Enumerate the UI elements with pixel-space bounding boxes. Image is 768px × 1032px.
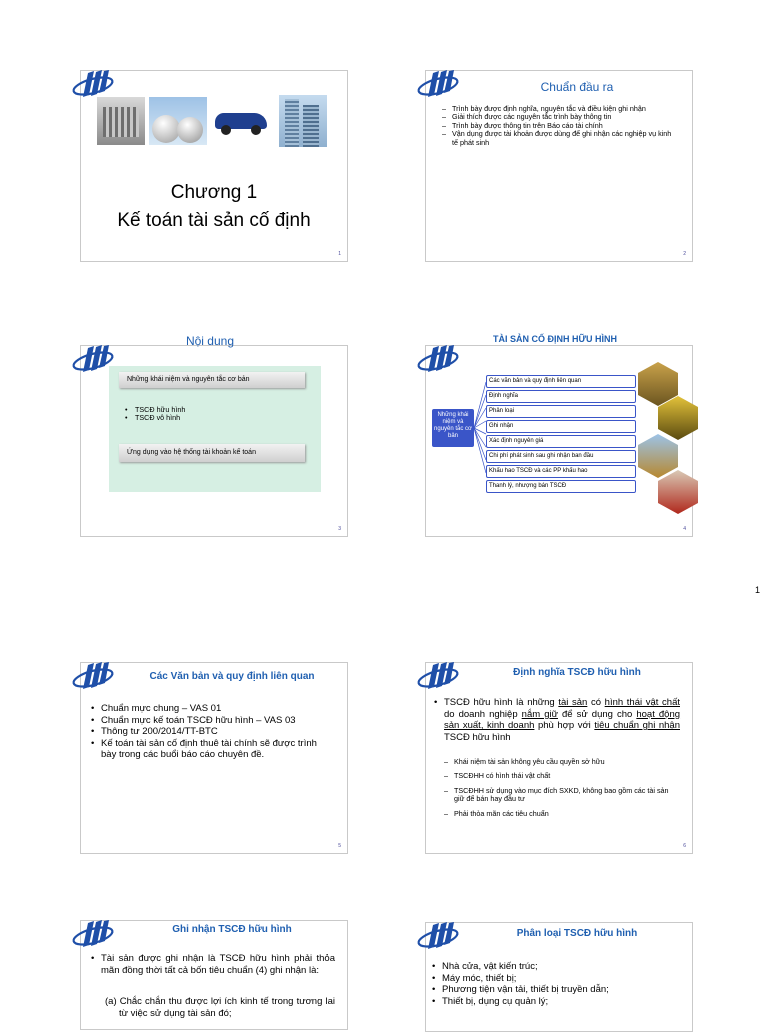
slide-title: Chuẩn đầu ra xyxy=(540,80,614,94)
list-item: • Nhà cửa, vật kiến trúc; xyxy=(432,961,682,973)
page-number: 1 xyxy=(754,585,760,595)
list-item: • Phương tiện vận tải, thiết bị truyền dẫn; xyxy=(432,984,682,996)
slide-number: 5 xyxy=(338,843,341,849)
car-photo xyxy=(213,101,269,143)
topic-item: Chi phí phát sinh sau ghi nhận ban đầu xyxy=(486,450,636,463)
slide-title: Các Văn bản và quy định liên quan xyxy=(149,671,315,682)
slide-number: 2 xyxy=(683,251,686,257)
university-logo-icon xyxy=(416,69,462,99)
slide-7 xyxy=(80,920,348,1030)
definition-notes xyxy=(444,758,678,818)
list-item: • Tài sản được ghi nhận là TSCĐ hữu hình phải thỏa mãn đồng thời tất cả bốn tiêu chuẩn (4) ghi nhận là: xyxy=(91,953,335,976)
university-logo-icon xyxy=(71,919,117,949)
topic-item: Ghi nhận xyxy=(486,420,636,433)
slide-title: Ghi nhận TSCĐ hữu hình xyxy=(172,924,292,935)
list-item: • Chuẩn mực kế toán TSCĐ hữu hình – VAS 03 xyxy=(91,715,333,727)
topic-item: Khấu hao TSCĐ và các PP khấu hao xyxy=(486,465,636,478)
university-logo-icon xyxy=(416,344,462,374)
topic-item: Xác định nguyên giá xyxy=(486,435,636,448)
slide-title: TÀI SẢN CỐ ĐỊNH HỮU HÌNH xyxy=(493,334,617,344)
list-item: • TSCĐ hữu hình xyxy=(125,406,185,414)
topic-item: Phân loại xyxy=(486,405,636,418)
list-item: – Khái niệm tài sản không yêu cầu quyền sở hữu xyxy=(444,758,678,766)
list-item: – TSCĐHH có hình thái vật chất xyxy=(444,772,678,780)
list-item: • Thông tư 200/2014/TT-BTC xyxy=(91,726,333,738)
list-item: – Giải thích được các nguyên tắc trình bày thông tin xyxy=(442,113,672,121)
slide-title: Phân loại TSCĐ hữu hình xyxy=(516,928,638,939)
list-item: • Chuẩn mực chung – VAS 01 xyxy=(91,703,333,715)
content-panel xyxy=(109,366,321,492)
definition-list xyxy=(434,697,680,743)
recognition-list xyxy=(91,953,335,976)
slide-8 xyxy=(425,922,693,1032)
slide-number: 1 xyxy=(338,251,341,257)
list-item: – Trình bày được thông tin trên Báo cáo tài chính xyxy=(442,122,672,130)
university-logo-icon xyxy=(416,921,462,951)
slide-title: Nội dung xyxy=(185,334,235,348)
slide-number: 6 xyxy=(683,843,686,849)
building-photo xyxy=(279,95,327,147)
list-item: • Máy móc, thiết bị; xyxy=(432,973,682,985)
center-node: Những khái niệm và nguyên tắc cơ bản xyxy=(432,409,474,447)
topic-list xyxy=(486,375,636,495)
regulations-list xyxy=(91,703,333,761)
slide-number: 4 xyxy=(683,526,686,532)
slide-number: 3 xyxy=(338,526,341,532)
criterion-a: (a) Chắc chắn thu được lợi ích kinh tế trong tương lai từ việc sử dụng tài sản đó; xyxy=(105,996,335,1019)
topic-item: Định nghĩa xyxy=(486,390,636,403)
excavator-photo-hex xyxy=(638,434,678,478)
university-logo-icon xyxy=(416,661,462,691)
university-logo-icon xyxy=(71,661,117,691)
slide-4 xyxy=(425,334,693,537)
tractor-photo-hex xyxy=(658,470,698,514)
university-logo-icon xyxy=(71,69,117,99)
definition-item: • TSCĐ hữu hình là những tài sản có hình thái vật chất do doanh nghiệp nắm giữ để sử dụng cho hoạt động sản xuất, kinh doanh phù hợp với tiêu chuẩn ghi nhận TSCĐ hữu hình xyxy=(434,697,680,743)
slide-2 xyxy=(425,70,693,262)
topic-item: Thanh lý, nhượng bán TSCĐ xyxy=(486,480,636,493)
list-item: • Kế toán tài sản cố định thuê tài chính sẽ được trình bày trong các buổi báo cáo chuyên đề. xyxy=(91,738,333,761)
slide-1 xyxy=(80,70,348,262)
slide-title: Định nghĩa TSCĐ hữu hình xyxy=(513,667,641,678)
list-item: – Trình bày được định nghĩa, nguyên tắc và điều kiện ghi nhận xyxy=(442,105,672,113)
learning-outcomes-list xyxy=(442,105,672,147)
gas-tank-photo xyxy=(149,97,207,145)
asset-types-list xyxy=(125,406,185,423)
list-item: • Thiết bị, dụng cụ quản lý; xyxy=(432,996,682,1008)
slide-3 xyxy=(80,334,348,537)
classification-list xyxy=(432,961,682,1007)
list-item: • TSCĐ vô hình xyxy=(125,414,185,422)
topic-item: Các văn bản và quy định liên quan xyxy=(486,375,636,388)
list-item: – Vận dụng được tài khoản được dùng để ghi nhận các nghiệp vụ kinh tế phát sinh xyxy=(442,130,672,147)
slide-6 xyxy=(425,662,693,854)
list-item: – TSCĐHH sử dụng vào mục đích SXKD, không bao gồm các tài sản giữ để bán hay đầu tư xyxy=(444,787,678,804)
factory-photo xyxy=(97,97,145,145)
list-item: – Phải thỏa mãn các tiêu chuẩn xyxy=(444,810,678,818)
application-box: Ứng dụng vào hệ thống tài khoản kế toán xyxy=(119,444,305,462)
slide-5 xyxy=(80,662,348,854)
chapter-title: Chương 1 Kế toán tài sản cố định xyxy=(117,182,311,231)
concepts-box: Những khái niệm và nguyên tắc cơ bản xyxy=(119,372,305,388)
